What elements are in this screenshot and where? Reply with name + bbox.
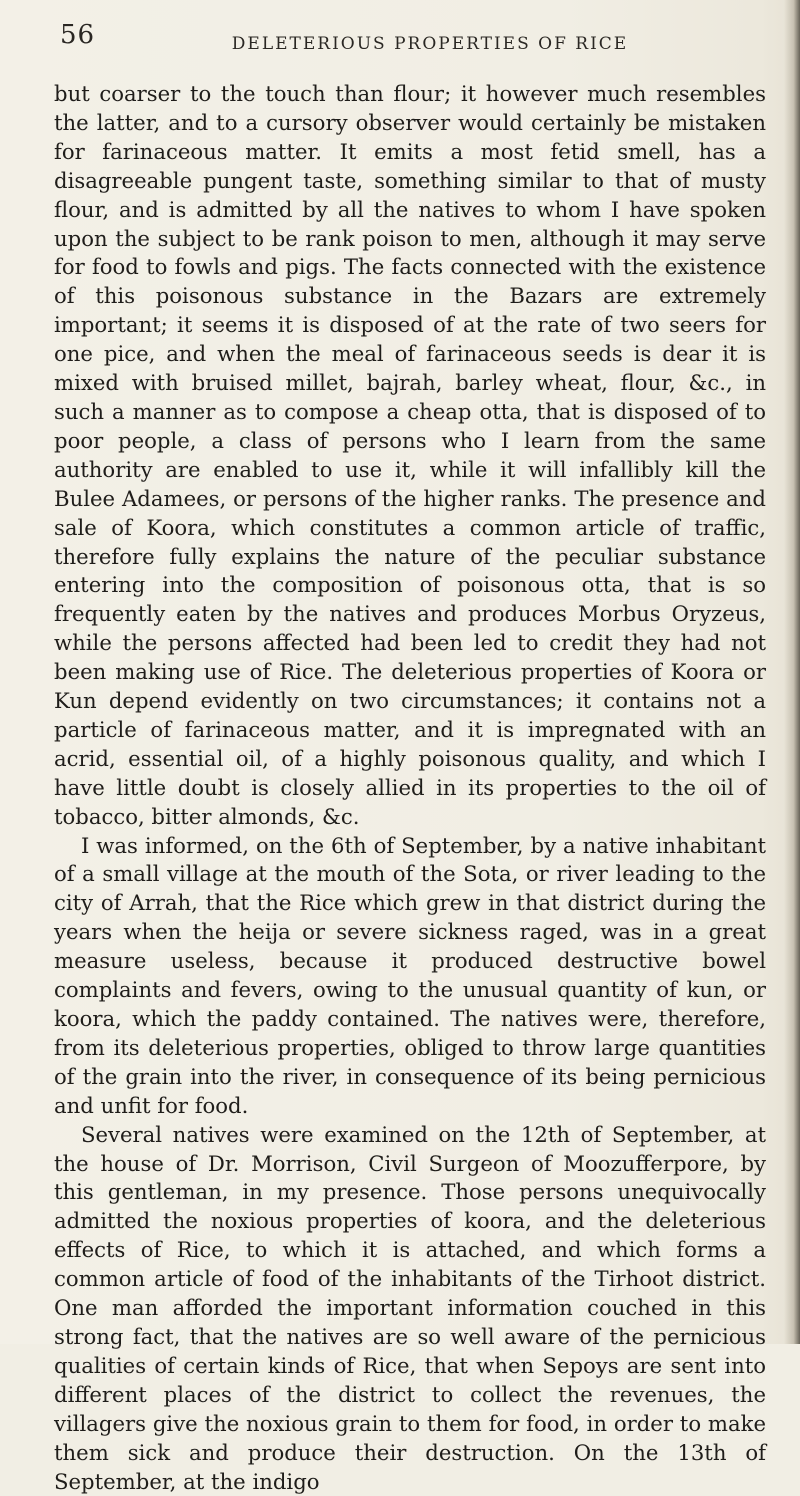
page-binding-edge [784,0,800,1344]
paragraph-moozufferpore-examination: Several natives were examined on the 12th of September, at the house of Dr. Morrison, Civil Surgeon of Moozufferpore, by this gentleman, in my presence. Those persons unequivocally admitted the noxious properties of koora, and the deleterious effects of Rice, to which it is attached, and which forms a common article of food of the inhabitants of the Tirhoot district. One man afforded the important information couched in this strong fact, that the natives are so well aware of the pernicious qualities of certain kinds of Rice, that when Sepoys are sent into different places of the district to collect the revenues, the villagers give the noxious grain to them for food, in order to make them sick and produce their destruction. On the 13th of September, at the indigo [54,1121,766,1494]
page-header [60,20,760,64]
page-number: 56 [60,20,96,50]
paragraph-continuation: but coarser to the touch than flour; it however much resembles the latter, and to a cursory observer would certainly be mistaken for farinaceous matter. It emits a most fetid smell, has a disagreeable pungent taste, something similar to that of musty flour, and is admitted by all the natives to whom I have spoken upon the subject to be rank poison to men, although it may serve for food to fowls and pigs. The facts connected with the existence of this poisonous substance in the Bazars are extremely important; it seems it is disposed of at the rate of two seers for one pice, and when the meal of farinaceous seeds is dear it is mixed with bruised millet, bajrah, barley wheat, flour, &c., in such a manner as to compose a cheap otta, that is disposed of to poor people, a class of persons who I learn from the same authority are enabled to use it, while it will infallibly kill the Bulee Adamees, or persons of the higher ranks. The presence and sale of Koora, which constitutes a common article of traffic, therefore fully explains the nature of the peculiar substance entering into the composition of poisonous otta, that is so frequently eaten by the natives and produces Morbus Oryzeus, while the persons affected had been led to credit they had not been making use of Rice. The deleterious properties of Koora or Kun depend evidently on two circumstances; it contains not a particle of farinaceous matter, and it is impregnated with an acrid, essential oil, of a highly poisonous quality, and which I have little doubt is closely allied in its properties to the oil of tobacco, bitter almonds, &c. [54,81,766,829]
running-title: DELETERIOUS PROPERTIES OF RICE [231,34,629,54]
body-text [54,80,766,1496]
paragraph-arrah-report: I was informed, on the 6th of September, by a native inhabitant of a small village at the mouth of the Sota, or river leading to the city of Arrah, that the Rice which grew in that district during the years when the heija or severe sickness raged, was in a great measure useless, because it produced destructive bowel complaints and fevers, owing to the unusual quantity of kun, or koora, which the paddy contained. The natives were, therefore, from its deleterious properties, obliged to throw large quantities of the grain into the river, in consequence of its being pernicious and unfit for food. [54,832,766,1118]
